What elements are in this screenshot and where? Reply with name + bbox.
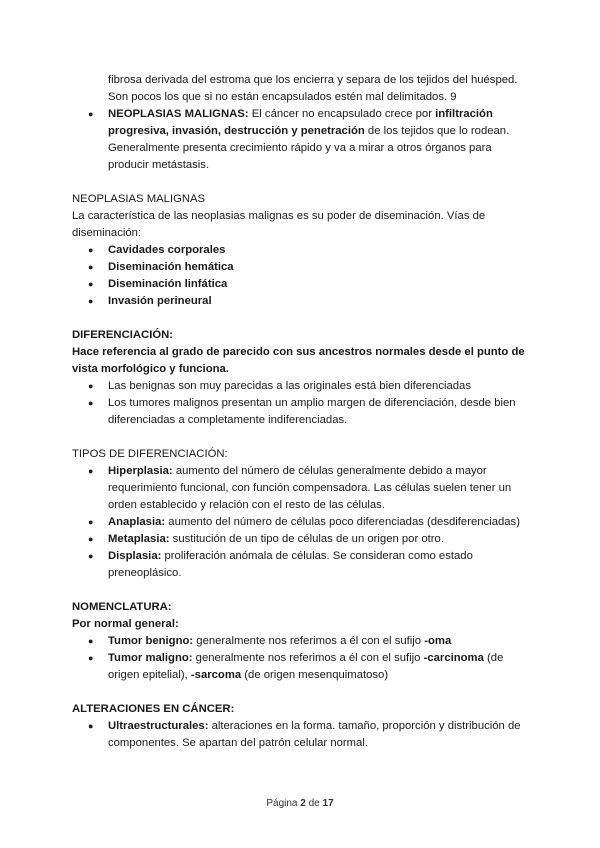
- paragraph: La característica de las neoplasias malignas es su poder de diseminación. Vías de diseminación:: [72, 210, 486, 239]
- list-item: ● Anaplasia: aumento del número de células poco diferenciadas (desdiferenciadas): [72, 514, 532, 531]
- carryover-line: fibrosa derivada del estroma que los encierra y separa de los tejidos del huésped.: [108, 74, 518, 86]
- page-footer: [0, 798, 600, 809]
- paragraph: Hace referencia al grado de parecido con sus ancestros normales desde el punto de vista morfológico y funciona.: [72, 346, 525, 375]
- page-total: 17: [322, 798, 334, 809]
- list-item: ● Invasión perineural: [72, 293, 532, 310]
- list-item: ● Diseminación linfática: [72, 276, 532, 293]
- page-of: de: [308, 798, 320, 809]
- page-label: Página: [266, 798, 298, 809]
- term: Displasia:: [108, 550, 162, 562]
- dissemination-list: [72, 242, 532, 310]
- term: NEOPLASIAS MALIGNAS:: [108, 108, 249, 120]
- page-content: [72, 72, 532, 752]
- term: Hiperplasia:: [108, 465, 173, 477]
- list-item: ● Las benignas son muy parecidas a las originales está bien diferenciadas: [72, 378, 532, 395]
- differentiation-list: [72, 378, 532, 429]
- suffix: -oma: [424, 635, 452, 647]
- list-item: ● NEOPLASIAS MALIGNAS: El cáncer no encapsulado crece por infiltración progresiva, invasión, destrucción y penetración de los tejidos que lo rodean. Generalmente presenta crecimiento rápido y va a mirar a otros órganos para producir metástasis.: [72, 106, 532, 174]
- list-item: ● Displasia: proliferación anómala de células. Se consideran como estado preneoplásico.: [72, 548, 532, 582]
- term: Anaplasia:: [108, 516, 166, 528]
- list-item: ● Diseminación hemática: [72, 259, 532, 276]
- list-item: ● Cavidades corporales: [72, 242, 532, 259]
- nomenclature-list: [72, 633, 532, 684]
- page-number: 2: [300, 798, 306, 809]
- alterations-list: [72, 718, 532, 752]
- emphasis: infiltración progresiva, invasión, destrucción y penetración: [108, 108, 493, 137]
- list-item: ● Los tumores malignos presentan un amplio margen de diferenciación, desde bien diferenciadas a completamente indiferenciadas.: [72, 395, 532, 429]
- section-heading: DIFERENCIACIÓN:: [72, 329, 174, 341]
- section-heading: ALTERACIONES EN CÁNCER:: [72, 703, 235, 715]
- term: Tumor maligno:: [108, 652, 193, 664]
- section-heading: TIPOS DE DIFERENCIACIÓN:: [72, 448, 228, 460]
- list-item: ● Tumor maligno: generalmente nos referimos a él con el sufijo -carcinoma (de origen epitelial), -sarcoma (de origen mesenquimatoso): [72, 650, 532, 684]
- term: Ultraestructurales:: [108, 720, 209, 732]
- list-item: ● Tumor benigno: generalmente nos referimos a él con el sufijo -oma: [72, 633, 532, 650]
- subheading: Por normal general:: [72, 618, 179, 630]
- types-list: [72, 463, 532, 582]
- section-heading: NOMENCLATURA:: [72, 601, 172, 613]
- term: Metaplasia:: [108, 533, 170, 545]
- list-item: ● Metaplasia: sustitución de un tipo de células de un origen por otro.: [72, 531, 532, 548]
- malignant-bullet-list: [72, 106, 532, 174]
- list-item: ● Hiperplasia: aumento del número de células generalmente debido a mayor requerimiento funcional, con función compensadora. Las células suelen tener un orden establecido y relación con el resto de las células.: [72, 463, 532, 514]
- list-item: ● Ultraestructurales: alteraciones en la forma. tamaño, proporción y distribución de componentes. Se apartan del patrón celular normal.: [72, 718, 532, 752]
- suffix: -carcinoma: [423, 652, 484, 664]
- suffix: -sarcoma: [190, 669, 242, 681]
- carryover-line: Son pocos los que si no están encapsulados estén mal delimitados. 9: [108, 91, 457, 103]
- section-heading: NEOPLASIAS MALIGNAS: [72, 193, 206, 205]
- term: Tumor benigno:: [108, 635, 194, 647]
